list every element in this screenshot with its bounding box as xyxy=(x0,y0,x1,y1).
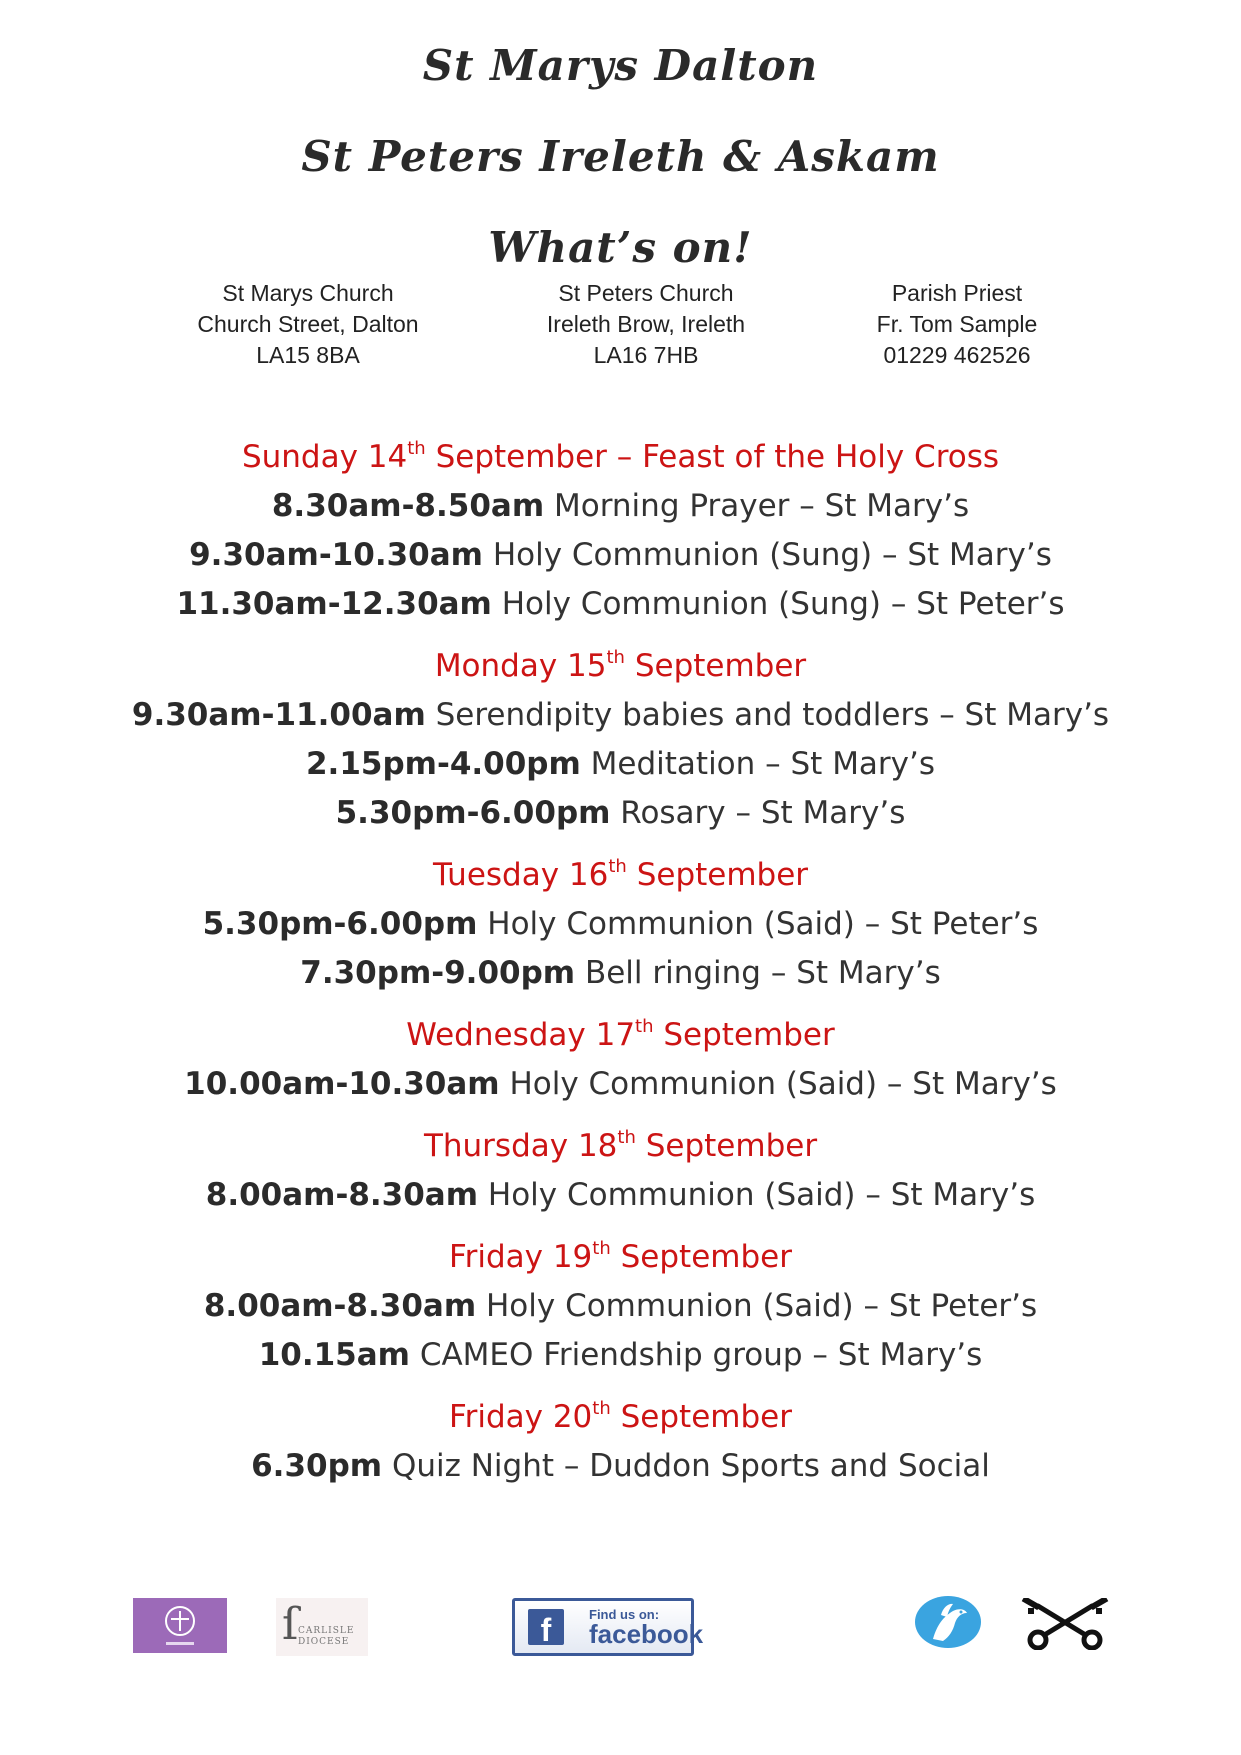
event-line xyxy=(0,1060,1241,1109)
contact-line: Church Street, Dalton xyxy=(197,311,419,337)
day-section xyxy=(0,1392,1241,1491)
contact-line: Fr. Tom Sample xyxy=(876,311,1038,337)
day-heading: Friday 20th September xyxy=(449,1398,792,1435)
day-heading: Monday 15th September xyxy=(434,647,807,684)
event-time: 7.30pm-9.00pm xyxy=(300,955,576,991)
logo-caption-mark xyxy=(166,1642,194,1645)
event-time: 5.30pm-6.00pm xyxy=(335,795,611,831)
contact-line: Ireleth Brow, Ireleth xyxy=(546,311,746,337)
event-description: Holy Communion (Sung) – St Mary’s xyxy=(482,537,1052,573)
facebook-badge[interactable] xyxy=(512,1598,704,1656)
event-time: 10.00am-10.30am xyxy=(184,1066,500,1102)
contact-line: Parish Priest xyxy=(891,280,1023,306)
event-time: 6.30pm xyxy=(251,1448,383,1484)
dove-icon xyxy=(913,1595,983,1650)
event-description: CAMEO Friendship group – St Mary’s xyxy=(409,1337,983,1373)
schedule xyxy=(0,432,1241,1503)
parish-priest-contact xyxy=(797,278,1117,371)
event-description: Holy Communion (Said) – St Mary’s xyxy=(499,1066,1057,1102)
carlisle-mark-icon: ſ xyxy=(282,1599,299,1650)
event-description: Rosary – St Mary’s xyxy=(610,795,906,831)
facebook-wordmark: facebook xyxy=(589,1619,704,1649)
crossed-keys-logo xyxy=(1020,1598,1110,1650)
event-line xyxy=(0,949,1241,998)
event-description: Bell ringing – St Mary’s xyxy=(575,955,941,991)
event-line xyxy=(0,900,1241,949)
event-description: Quiz Night – Duddon Sports and Social xyxy=(382,1448,990,1484)
dove-logo xyxy=(913,1595,983,1650)
contact-line: St Peters Church xyxy=(558,280,734,306)
day-heading: Friday 19th September xyxy=(449,1238,792,1275)
event-time: 10.15am xyxy=(258,1337,410,1373)
event-time: 8.00am-8.30am xyxy=(203,1288,477,1324)
contact-line: LA16 7HB xyxy=(593,342,699,368)
event-line xyxy=(0,1442,1241,1491)
event-time: 8.00am-8.30am xyxy=(205,1177,479,1213)
event-time: 9.30am-10.30am xyxy=(189,537,483,573)
contact-line: 01229 462526 xyxy=(883,342,1031,368)
crossed-keys-icon xyxy=(1020,1598,1110,1650)
event-line xyxy=(0,482,1241,531)
church-of-england-logo xyxy=(133,1598,227,1653)
title-whats-on: What’s on! xyxy=(488,223,753,272)
event-line xyxy=(0,580,1241,629)
day-heading: Tuesday 16th September xyxy=(432,856,809,893)
event-time: 5.30pm-6.00pm xyxy=(202,906,478,942)
title-st-marys: St Marys Dalton xyxy=(422,41,819,90)
event-line xyxy=(0,740,1241,789)
day-section xyxy=(0,1232,1241,1380)
facebook-icon: f xyxy=(528,1609,564,1645)
day-section xyxy=(0,1121,1241,1220)
carlisle-diocese-text: CARLISLE DIOCESE xyxy=(298,1626,355,1647)
carlisle-diocese-logo xyxy=(276,1598,368,1656)
event-time: 8.30am-8.50am xyxy=(271,488,545,524)
st-marys-address xyxy=(148,278,468,371)
day-section xyxy=(0,850,1241,998)
event-description: Holy Communion (Sung) – St Peter’s xyxy=(491,586,1065,622)
event-description: Morning Prayer – St Mary’s xyxy=(544,488,970,524)
facebook-find-us: Find us on: xyxy=(589,1607,660,1622)
st-peters-address xyxy=(486,278,806,371)
event-description: Serendipity babies and toddlers – St Mary’s xyxy=(425,697,1110,733)
event-line xyxy=(0,1171,1241,1220)
event-line xyxy=(0,789,1241,838)
day-section xyxy=(0,1010,1241,1109)
title-st-peters: St Peters Ireleth & Askam xyxy=(301,132,940,181)
event-time: 11.30am-12.30am xyxy=(176,586,492,622)
cross-circle-icon xyxy=(165,1606,195,1636)
event-description: Holy Communion (Said) – St Peter’s xyxy=(477,906,1039,942)
event-line xyxy=(0,1331,1241,1380)
event-line xyxy=(0,1282,1241,1331)
event-time: 2.15pm-4.00pm xyxy=(305,746,581,782)
day-heading: Thursday 18th September xyxy=(423,1127,818,1164)
day-section xyxy=(0,432,1241,629)
contact-line: LA15 8BA xyxy=(256,342,360,368)
event-time: 9.30am-11.00am xyxy=(131,697,426,733)
title-block xyxy=(0,20,1241,293)
contact-line: St Marys Church xyxy=(222,280,394,306)
event-description: Holy Communion (Said) – St Mary’s xyxy=(478,1177,1036,1213)
event-description: Holy Communion (Said) – St Peter’s xyxy=(476,1288,1038,1324)
event-line xyxy=(0,691,1241,740)
day-section xyxy=(0,641,1241,838)
day-heading: Wednesday 17th September xyxy=(406,1016,835,1053)
event-line xyxy=(0,531,1241,580)
day-heading: Sunday 14th September – Feast of the Holy Cross xyxy=(241,438,1000,475)
event-description: Meditation – St Mary’s xyxy=(580,746,936,782)
